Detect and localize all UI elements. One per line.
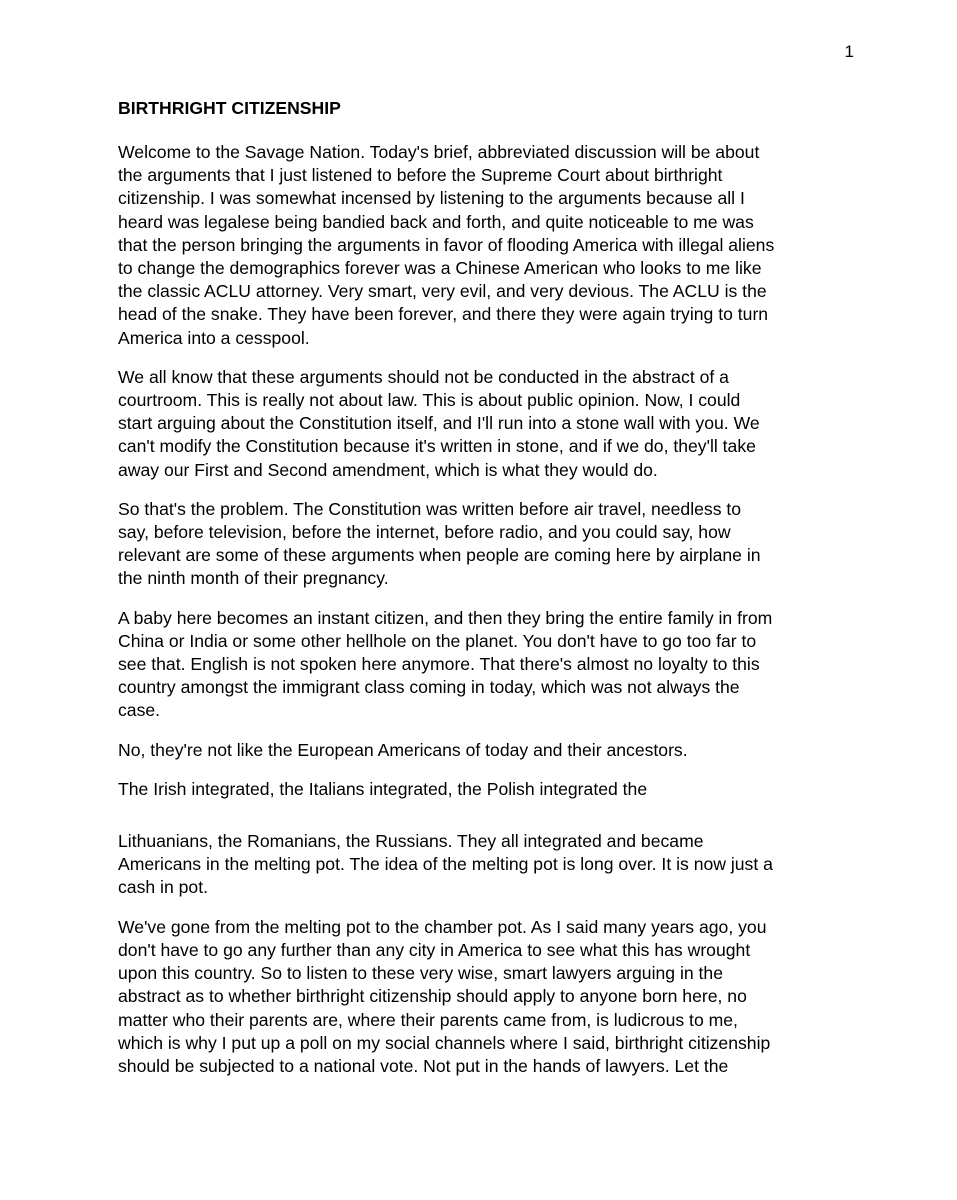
document-title: BIRTHRIGHT CITIZENSHIP	[118, 98, 341, 118]
paragraph-3: So that's the problem. The Constitution was written before air travel, needless to say, before television, before the internet, before radio, and you could say, how relevant are some of these arguments when people are coming here by airplane in the ninth month of their pregnancy.	[118, 498, 761, 589]
paragraph-4: A baby here becomes an instant citizen, and then they bring the entire family in from China or India or some other hellhole on the planet. You don't have to go too far to see that. English is not spoken here anymore. That there's almost no loyalty to this country amongst the immigrant class coming in today, which was not always the case.	[118, 607, 773, 721]
paragraph-6: The Irish integrated, the Italians integrated, the Polish integrated the	[118, 778, 648, 799]
page-number: 1	[844, 42, 854, 61]
document-body	[118, 96, 850, 1094]
paragraph-5: No, they're not like the European Americans of today and their ancestors.	[118, 739, 688, 760]
paragraph-2: We all know that these arguments should not be conducted in the abstract of a courtroom. This is really not about law. This is about public opinion. Now, I could start arguing about the Constitution itself, and I'll run into a stone wall with you. We can't modify the Constitution because it's written in stone, and if we do, they'll take away our First and Second amendment, which is what they would do.	[118, 366, 760, 480]
paragraph-7: Lithuanians, the Romanians, the Russians. They all integrated and became Americans in the melting pot. The idea of the melting pot is long over. It is now just a cash in pot.	[118, 831, 773, 898]
paragraph-1: Welcome to the Savage Nation. Today's brief, abbreviated discussion will be about the arguments that I just listened to before the Supreme Court about birthright citizenship. I was somewhat incensed by listening to the arguments because all I heard was legalese being bandied back and forth, and quite noticeable to me was that the person bringing the arguments in favor of flooding America with illegal aliens to change the demographics forever was a Chinese American who looks to me like the classic ACLU attorney. Very smart, very evil, and very devious. The ACLU is the head of the snake. They have been forever, and there they were again trying to turn America into a cesspool.	[118, 142, 775, 348]
paragraph-8: We've gone from the melting pot to the chamber pot. As I said many years ago, you don't have to go any further than any city in America to see what this has wrought upon this country. So to listen to these very wise, smart lawyers arguing in the abstract as to whether birthright citizenship should apply to anyone born here, no matter who their parents are, where their parents came from, is ludicrous to me, which is why I put up a poll on my social channels where I said, birthright citizenship should be subjected to a national vote. Not put in the hands of lawyers. Let the	[118, 916, 771, 1076]
